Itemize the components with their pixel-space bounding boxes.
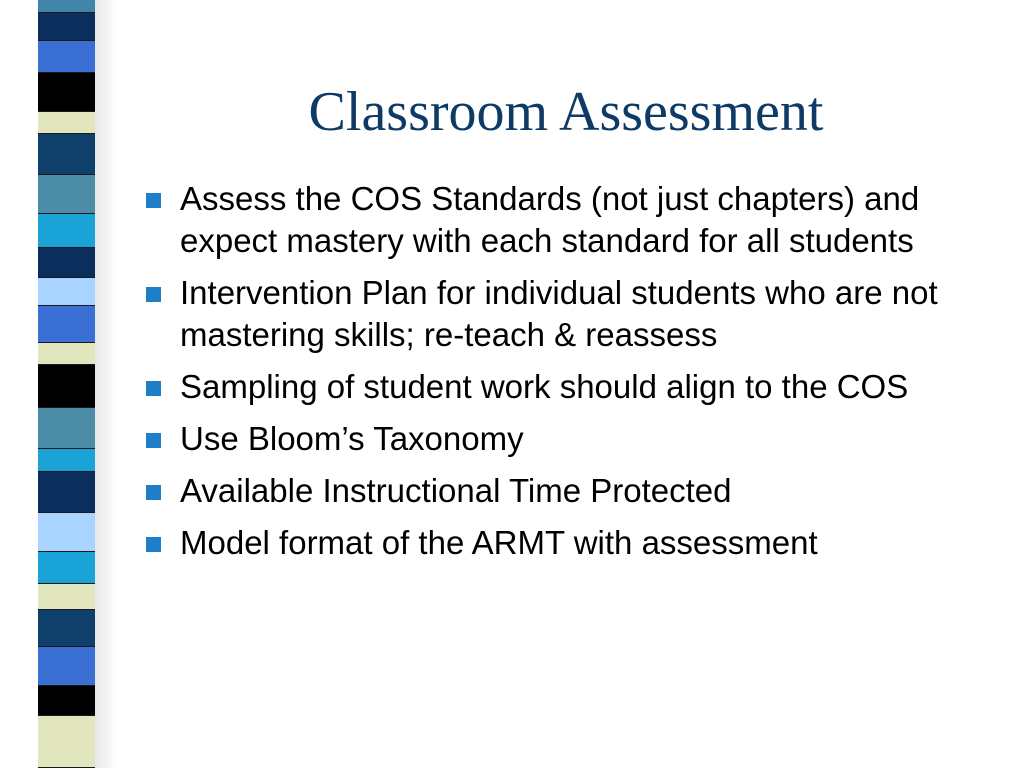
stripe-bar: [38, 0, 95, 768]
stripe-block: [38, 449, 95, 471]
bullet-item: [142, 178, 1002, 262]
bullet-text: Sampling of student work should align to the COS: [180, 368, 909, 405]
stripe-block: [38, 112, 95, 134]
stripe-block: [38, 343, 95, 365]
stripe-block: [38, 365, 95, 408]
stripe-block: [38, 248, 95, 278]
stripe-block: [38, 552, 95, 584]
square-bullet-icon: [146, 193, 161, 208]
decorative-stripe: [0, 0, 118, 768]
slide-title: Classroom Assessment: [308, 81, 824, 143]
bullet-item: [142, 418, 1002, 460]
stripe-block: [38, 13, 95, 41]
stripe-block: [38, 278, 95, 306]
bullet-item: [142, 522, 1002, 564]
bullet-text: Use Bloom’s Taxonomy: [180, 420, 524, 457]
stripe-block: [38, 73, 95, 112]
bullet-text: Available Instructional Time Protected: [180, 472, 732, 509]
square-bullet-icon: [146, 287, 161, 302]
bullet-item: [142, 366, 1002, 408]
stripe-block: [38, 0, 95, 13]
stripe-block: [38, 41, 95, 73]
stripe-block: [38, 134, 95, 175]
stripe-block: [38, 647, 95, 686]
stripe-block: [38, 513, 95, 552]
stripe-block: [38, 175, 95, 214]
bullet-text: Assess the COS Standards (not just chapters) and expect mastery with each standard for all students: [180, 180, 920, 259]
square-bullet-icon: [146, 485, 161, 500]
bullet-list: [142, 178, 1002, 574]
bullet-text: Model format of the ARMT with assessment: [180, 524, 818, 561]
stripe-shadow: [95, 0, 118, 768]
stripe-block: [38, 584, 95, 610]
bullet-item: [142, 470, 1002, 512]
stripe-block: [38, 716, 95, 768]
bullet-text: Intervention Plan for individual students who are not mastering skills; re-teach & reassess: [180, 274, 938, 353]
stripe-block: [38, 408, 95, 449]
square-bullet-icon: [146, 537, 161, 552]
stripe-block: [38, 306, 95, 343]
square-bullet-icon: [146, 381, 161, 396]
stripe-block: [38, 214, 95, 248]
stripe-block: [38, 610, 95, 647]
stripe-block: [38, 686, 95, 716]
stripe-block: [38, 472, 95, 513]
square-bullet-icon: [146, 433, 161, 448]
bullet-item: [142, 272, 1002, 356]
